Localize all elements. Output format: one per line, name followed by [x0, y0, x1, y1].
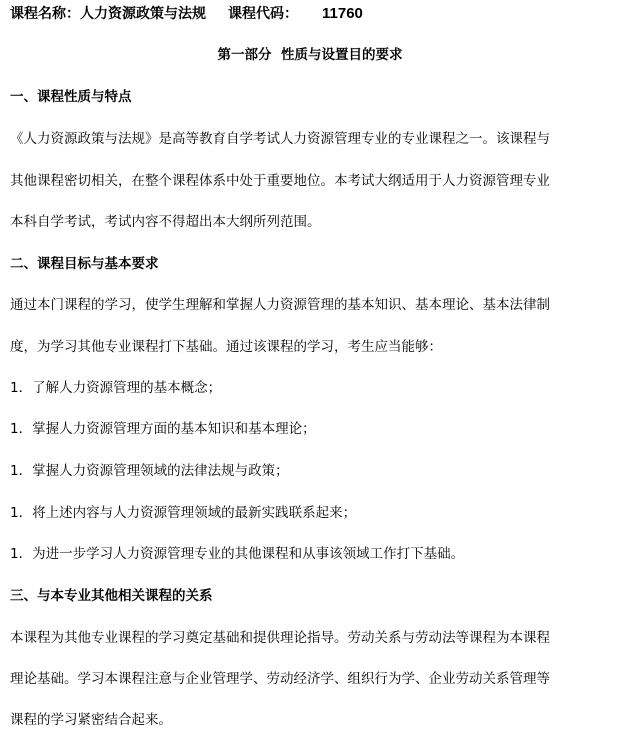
paragraph-line: 其他课程密切相关，在整个课程体系中处于重要地位。本考试大纲适用于人力资源管理专业 — [10, 173, 550, 189]
paragraph-line: 度，为学习其他专业课程打下基础。通过该课程的学习，考生应当能够： — [10, 339, 442, 355]
course-code: 11760 — [322, 5, 363, 22]
course-name: 人力资源政策与法规 — [80, 6, 206, 22]
course-header — [10, 5, 610, 23]
paragraph-line: 理论基础。学习本课程注意与企业管理学、劳动经济学、组织行为学、企业劳动关系管理等 — [10, 671, 550, 687]
paragraph-line: 通过本门课程的学习，使学生理解和掌握人力资源管理的基本知识、基本理论、基本法律制 — [10, 297, 550, 313]
section-heading: 三、与本专业其他相关课程的关系 — [10, 588, 213, 604]
paragraph-line: 本科自学考试，考试内容不得超出本大纲所列范围。 — [10, 214, 321, 230]
paragraph-line: 课程的学习紧密结合起来。 — [10, 712, 172, 728]
list-item: 1．为进一步学习人力资源管理专业的其他课程和从事该领域工作打下基础。 — [10, 546, 465, 562]
list-item: 1．掌握人力资源管理方面的基本知识和基本理论； — [10, 421, 316, 437]
list-item: 1．了解人力资源管理的基本概念； — [10, 380, 222, 396]
section-heading: 一、课程性质与特点 — [10, 89, 132, 105]
course-code-label: 课程代码： — [228, 6, 298, 22]
paragraph-line: 《人力资源政策与法规》是高等教育自学考试人力资源管理专业的专业课程之一。该课程与 — [10, 131, 550, 147]
list-item: 1．掌握人力资源管理领域的法律法规与政策； — [10, 463, 289, 479]
list-item: 1．将上述内容与人力资源管理领域的最新实践联系起来； — [10, 505, 357, 521]
paragraph-line: 本课程为其他专业课程的学习奠定基础和提供理论指导。劳动关系与劳动法等课程为本课程 — [10, 630, 550, 646]
section-heading: 二、课程目标与基本要求 — [10, 256, 159, 272]
course-name-label: 课程名称： — [10, 6, 80, 22]
part-title: 第一部分 性质与设置目的要求 — [217, 47, 403, 63]
